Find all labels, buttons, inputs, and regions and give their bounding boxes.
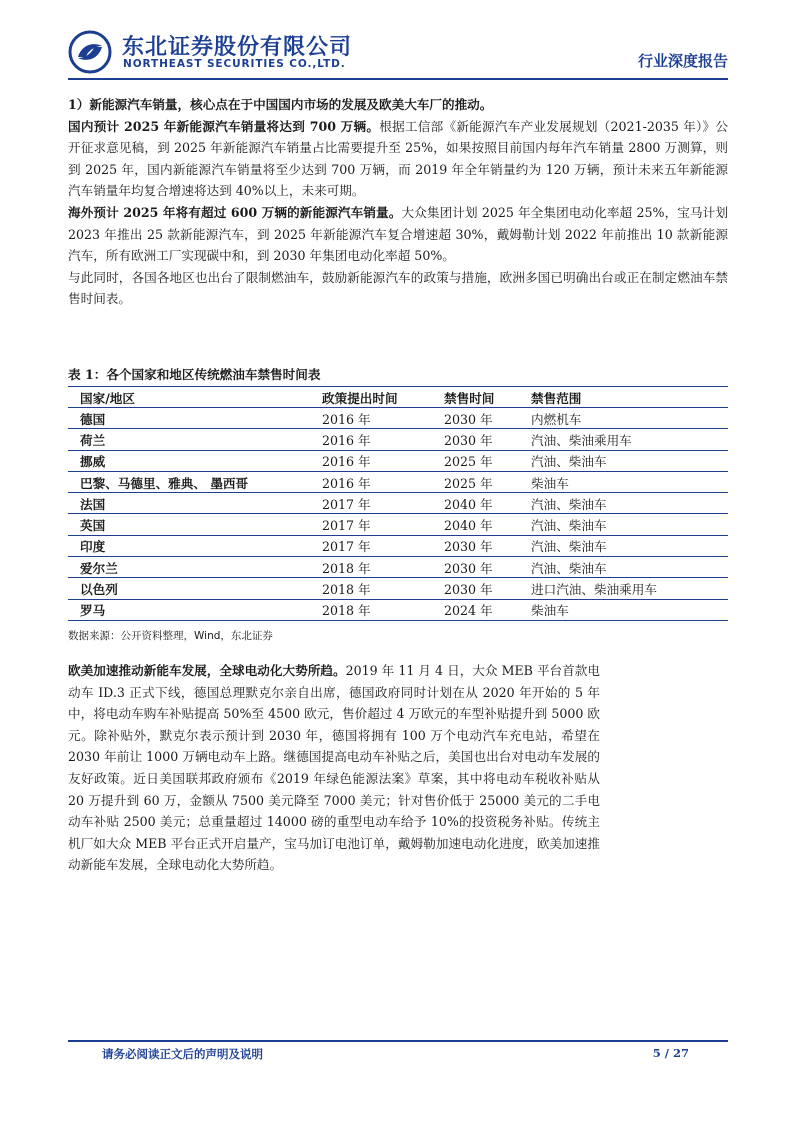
cell-proposed: 2017 年	[310, 493, 432, 514]
cell-country: 印度	[68, 535, 310, 556]
cell-scope: 柴油车	[519, 471, 728, 492]
cell-ban: 2030 年	[432, 557, 519, 578]
cell-scope: 汽油、柴油车	[519, 514, 728, 535]
table-source-note: 数据来源：公开资料整理，Wind，东北证券	[68, 629, 273, 642]
cell-country: 法国	[68, 493, 310, 514]
cell-scope: 内燃机车	[519, 408, 728, 429]
page-header	[68, 30, 728, 76]
paragraph-body: 2019 年 11 月 4 日，大众 MEB 平台首款电动车 ID.3 正式下线，德国总理默克尔亲自出席，德国政府同时计划在从 2020 年开始的 5 年中，将电动车购车补贴提高 50%至 4500 欧元，售价超过 4 万欧元的车型补贴提升到 5000 欧元。除补贴外，默克尔表示预计到 2030 年，德国将拥有 100 万个电动汽车充电站，希望在 2030 年前让 1000 万辆电动车上路。继德国提高电动车补贴之后，美国也出台对电动车发展的友好政策。近日美国联邦政府颁布《2019 年绿色能源法案》草案，其中将电动车税收补贴从 20 万提升到 60 万，金额从 7500 美元降至 7000 美元；针对售价低于 25000 美元的二手电动车补贴 2500 美元；总重量超过 14000 磅的重型电动车给予 10%的投资税务补贴。传统主机厂如大众 MEB 平台正式开启量产，宝马加订电池订单，戴姆勒加速电动化进度，欧美加速推动新能车发展，全球电动化大势所趋。	[68, 663, 601, 873]
cell-proposed: 2017 年	[310, 535, 432, 556]
paragraph-policies: 与此同时，各国各地区也出台了限制燃油车，鼓励新能源汽车的政策与措施，欧洲多国已明确出台或正在制定燃油车禁售时间表。	[68, 269, 728, 307]
paragraph-lead: 国内预计 2025 年新能源汽车销量将达到 700 万辆。	[68, 118, 380, 134]
cell-proposed: 2016 年	[310, 429, 432, 450]
paragraph-lead: 海外预计 2025 年将有超过 600 万辆的新能源汽车销量。	[68, 204, 402, 220]
cell-scope: 汽油、柴油车	[519, 450, 728, 471]
cell-scope: 汽油、柴油车	[519, 557, 728, 578]
cell-scope: 进口汽油、柴油乘用车	[519, 578, 728, 599]
cell-country: 荷兰	[68, 429, 310, 450]
cell-proposed: 2016 年	[310, 408, 432, 429]
cell-ban: 2025 年	[432, 471, 519, 492]
column-header: 政策提出时间	[310, 387, 432, 408]
cell-scope: 汽油、柴油车	[519, 535, 728, 556]
table-row	[68, 493, 728, 514]
cell-scope: 汽油、柴油车	[519, 493, 728, 514]
table-row	[68, 599, 728, 620]
cell-country: 英国	[68, 514, 310, 535]
cell-proposed: 2016 年	[310, 471, 432, 492]
cell-ban: 2040 年	[432, 514, 519, 535]
table-row	[68, 471, 728, 492]
footer-disclaimer: 请务必阅读正文后的声明及说明	[102, 1047, 263, 1061]
table-row	[68, 514, 728, 535]
cell-proposed: 2018 年	[310, 599, 432, 620]
page-number: 5 / 27	[652, 1046, 689, 1060]
table-row	[68, 535, 728, 556]
cell-country: 以色列	[68, 578, 310, 599]
cell-country: 挪威	[68, 450, 310, 471]
cell-scope: 柴油车	[519, 599, 728, 620]
paragraph-domestic	[68, 116, 728, 202]
section-global-electrification	[68, 660, 600, 876]
cell-proposed: 2018 年	[310, 557, 432, 578]
cell-scope: 汽油、柴油乘用车	[519, 429, 728, 450]
table-header-row	[68, 387, 728, 408]
paragraph-body: 根据工信部《新能源汽车产业发展规划（2021-2035 年）》公开征求意见稿，到 2025 年新能源汽车销量占比需要提升至 25%，如果按照目前国内每年汽车销量 2800 万测算，则到 2025 年，国内新能源汽车销量将至少达到 700 万辆，而 2019 年全年销量约为 120 万辆，预计未来五年新能源汽车销量年均复合增速将达到 40%以上，未来可期。	[68, 118, 728, 199]
report-type-label: 行业深度报告	[637, 52, 728, 70]
column-header: 国家/地区	[68, 387, 310, 408]
company-name-en: NORTHEAST SECURITIES CO.,LTD.	[123, 58, 346, 70]
table-row	[68, 429, 728, 450]
ban-timeline-table	[68, 387, 728, 621]
cell-country: 德国	[68, 408, 310, 429]
section-heading: 1）新能源汽车销量，核心点在于中国国内市场的发展及欧美大车厂的推动。	[68, 97, 493, 112]
column-header: 禁售时间	[432, 387, 519, 408]
company-name-cn: 东北证券股份有限公司	[122, 35, 353, 60]
table-row	[68, 557, 728, 578]
cell-proposed: 2017 年	[310, 514, 432, 535]
paragraph-lead: 欧美加速推动新能车发展，全球电动化大势所趋。	[68, 663, 346, 678]
cell-ban: 2030 年	[432, 429, 519, 450]
paragraph-electrification	[68, 660, 600, 876]
main-content	[68, 94, 728, 310]
cell-ban: 2024 年	[432, 599, 519, 620]
header-divider	[68, 78, 728, 80]
footer-divider	[68, 1040, 728, 1042]
table-row	[68, 578, 728, 599]
cell-ban: 2025 年	[432, 450, 519, 471]
table-row	[68, 408, 728, 429]
table-row	[68, 450, 728, 471]
cell-proposed: 2018 年	[310, 578, 432, 599]
cell-ban: 2030 年	[432, 408, 519, 429]
paragraph-body: 大众集团计划 2025 年全集团电动化率超 25%，宝马计划 2023 年推出 25 款新能源汽车，到 2025 年新能源汽车复合增速超 30%，戴姆勒计划 2022 年前推出 10 款新能源汽车，所有欧洲工厂实现碳中和，到 2030 年集团电动化率超 50%。	[68, 204, 728, 264]
table-title: 表 1：各个国家和地区传统燃油车禁售时间表	[68, 366, 728, 387]
cell-proposed: 2016 年	[310, 450, 432, 471]
company-logo-icon	[68, 30, 112, 74]
cell-ban: 2030 年	[432, 535, 519, 556]
ban-timeline-table-block	[68, 366, 728, 643]
cell-ban: 2030 年	[432, 578, 519, 599]
column-header: 禁售范围	[519, 387, 728, 408]
cell-country: 爱尔兰	[68, 557, 310, 578]
cell-country: 罗马	[68, 599, 310, 620]
cell-country: 巴黎、马德里、雅典、 墨西哥	[68, 471, 310, 492]
cell-ban: 2040 年	[432, 493, 519, 514]
paragraph-overseas	[68, 202, 728, 267]
